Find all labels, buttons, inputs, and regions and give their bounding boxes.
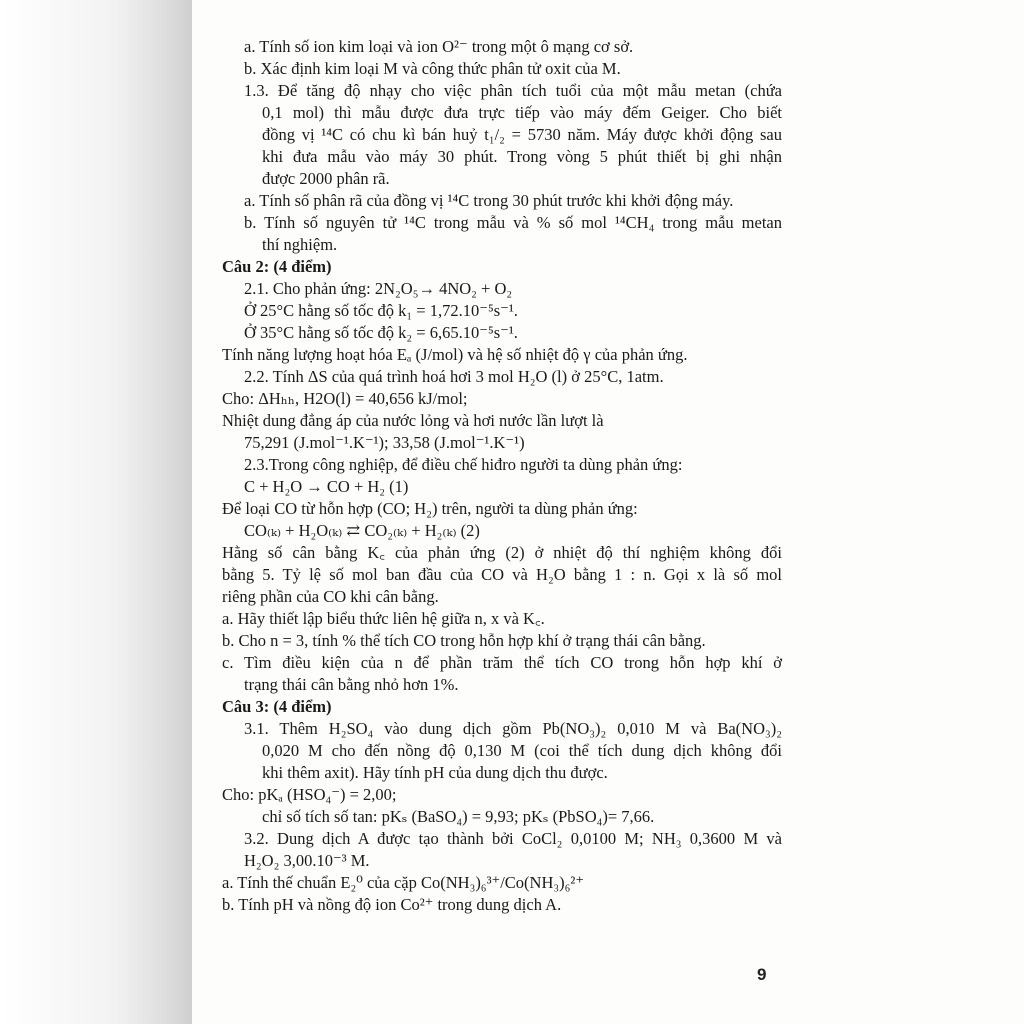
text-line: khi thêm axit). Hãy tính pH của dung dịch thu được. [262, 763, 608, 782]
text-line: a. Tính thế chuẩn E₂⁰ của cặp Co(NH₃)₆³⁺/Co(NH₃)₆²⁺ [222, 873, 585, 892]
text-line: b. Tính pH và nồng độ ion Co²⁺ trong dung dịch A. [222, 895, 562, 914]
text-line: đồng vị ¹⁴C có chu kì bán huỷ t₁/₂ = 5730 năm. Máy được khởi động sau [262, 125, 782, 144]
text-line: Cho: ΔHₕₕ, H2O(l) = 40,656 kJ/mol; [222, 389, 468, 408]
book-gutter-shadow [0, 0, 192, 1024]
text-line: 0,020 M cho đến nồng độ 0,130 M (coi thể tích dung dịch không đổi [262, 741, 782, 760]
text-line: 75,291 (J.mol⁻¹.K⁻¹); 33,58 (J.mol⁻¹.K⁻¹) [244, 433, 525, 452]
text-line: b. Tính số nguyên tử ¹⁴C trong mẫu và % số mol ¹⁴CH₄ trong mẫu metan [244, 213, 782, 232]
text-line: trạng thái cân bằng nhỏ hơn 1%. [244, 675, 459, 694]
text-line: 2.3.Trong công nghiệp, để điều chế hiđro người ta dùng phản ứng: [244, 455, 683, 474]
text-line: b. Xác định kim loại M và công thức phân tử oxit của M. [244, 59, 621, 78]
text-line: CO₍ₖ₎ + H₂O₍ₖ₎ ⇄ CO₂₍ₖ₎ + H₂₍ₖ₎ (2) [244, 521, 480, 540]
text-line: c. Tìm điều kiện của n để phần trăm thể tích CO trong hỗn hợp khí ở [222, 653, 782, 672]
text-line: thí nghiệm. [262, 235, 338, 254]
text-line: Ở 25°C hằng số tốc độ k₁ = 1,72.10⁻⁵s⁻¹. [244, 301, 518, 320]
text-line: 1.3. Để tăng độ nhạy cho việc phân tích tuổi của một mẫu metan (chứa [244, 81, 782, 100]
text-line: 3.1. Thêm H₂SO₄ vào dung dịch gồm Pb(NO₃)₂ 0,010 M và Ba(NO₃)₂ [244, 719, 782, 738]
text-line: Tính năng lượng hoạt hóa Eₐ (J/mol) và hệ số nhiệt độ γ của phản ứng. [222, 345, 688, 364]
text-line: H₂O₂ 3,00.10⁻³ M. [244, 851, 370, 870]
text-line: 2.1. Cho phản ứng: 2N₂O₅→ 4NO₂ + O₂ [244, 279, 513, 298]
text-line: a. Hãy thiết lập biểu thức liên hệ giữa n, x và K꜀. [222, 609, 545, 628]
page-number: 9 [757, 965, 767, 984]
text-line: 2.2. Tính ΔS của quá trình hoá hơi 3 mol H₂O (l) ở 25°C, 1atm. [244, 367, 664, 386]
section-heading: Câu 3: (4 điểm) [222, 697, 332, 716]
text-line: a. Tính số ion kim loại và ion O²⁻ trong một ô mạng cơ sở. [244, 37, 634, 56]
text-line: Hằng số cân bằng K꜀ của phản ứng (2) ở nhiệt độ thí nghiệm không đổi [222, 543, 782, 562]
text-line: a. Tính số phân rã của đồng vị ¹⁴C trong 30 phút trước khi khởi động máy. [244, 191, 734, 210]
text-line: 3.2. Dung dịch A được tạo thành bởi CoCl₂ 0,0100 M; NH₃ 0,3600 M và [244, 829, 782, 848]
text-line: C + H₂O → CO + H₂ (1) [244, 477, 409, 496]
text-line: Để loại CO từ hỗn hợp (CO; H₂) trên, người ta dùng phản ứng: [222, 499, 638, 518]
section-heading: Câu 2: (4 điểm) [222, 257, 332, 276]
text-line: bằng 5. Tỷ lệ số mol ban đầu của CO và H₂O bằng 1 : n. Gọi x là số mol [222, 565, 782, 584]
text-line: 0,1 mol) thì mẫu được đưa trực tiếp vào máy đếm Geiger. Cho biết [262, 103, 782, 122]
text-line: riêng phần của CO khi cân bằng. [222, 587, 439, 606]
text-line: chỉ số tích số tan: pKₛ (BaSO₄) = 9,93; pKₛ (PbSO₄)= 7,66. [262, 807, 655, 826]
text-line: b. Cho n = 3, tính % thể tích CO trong hỗn hợp khí ở trạng thái cân bằng. [222, 631, 706, 650]
text-line: Ở 35°C hằng số tốc độ k₂ = 6,65.10⁻⁵s⁻¹. [244, 323, 518, 342]
text-line: được 2000 phân rã. [262, 169, 390, 188]
text-line: khi đưa mẫu vào máy 30 phút. Trong vòng 5 phút thiết bị ghi nhận [262, 147, 782, 166]
text-line: Nhiệt dung đẳng áp của nước lỏng và hơi nước lần lượt là [222, 411, 604, 430]
page-text-body [222, 36, 782, 916]
text-line: Cho: pKₐ (HSO₄⁻) = 2,00; [222, 785, 397, 804]
